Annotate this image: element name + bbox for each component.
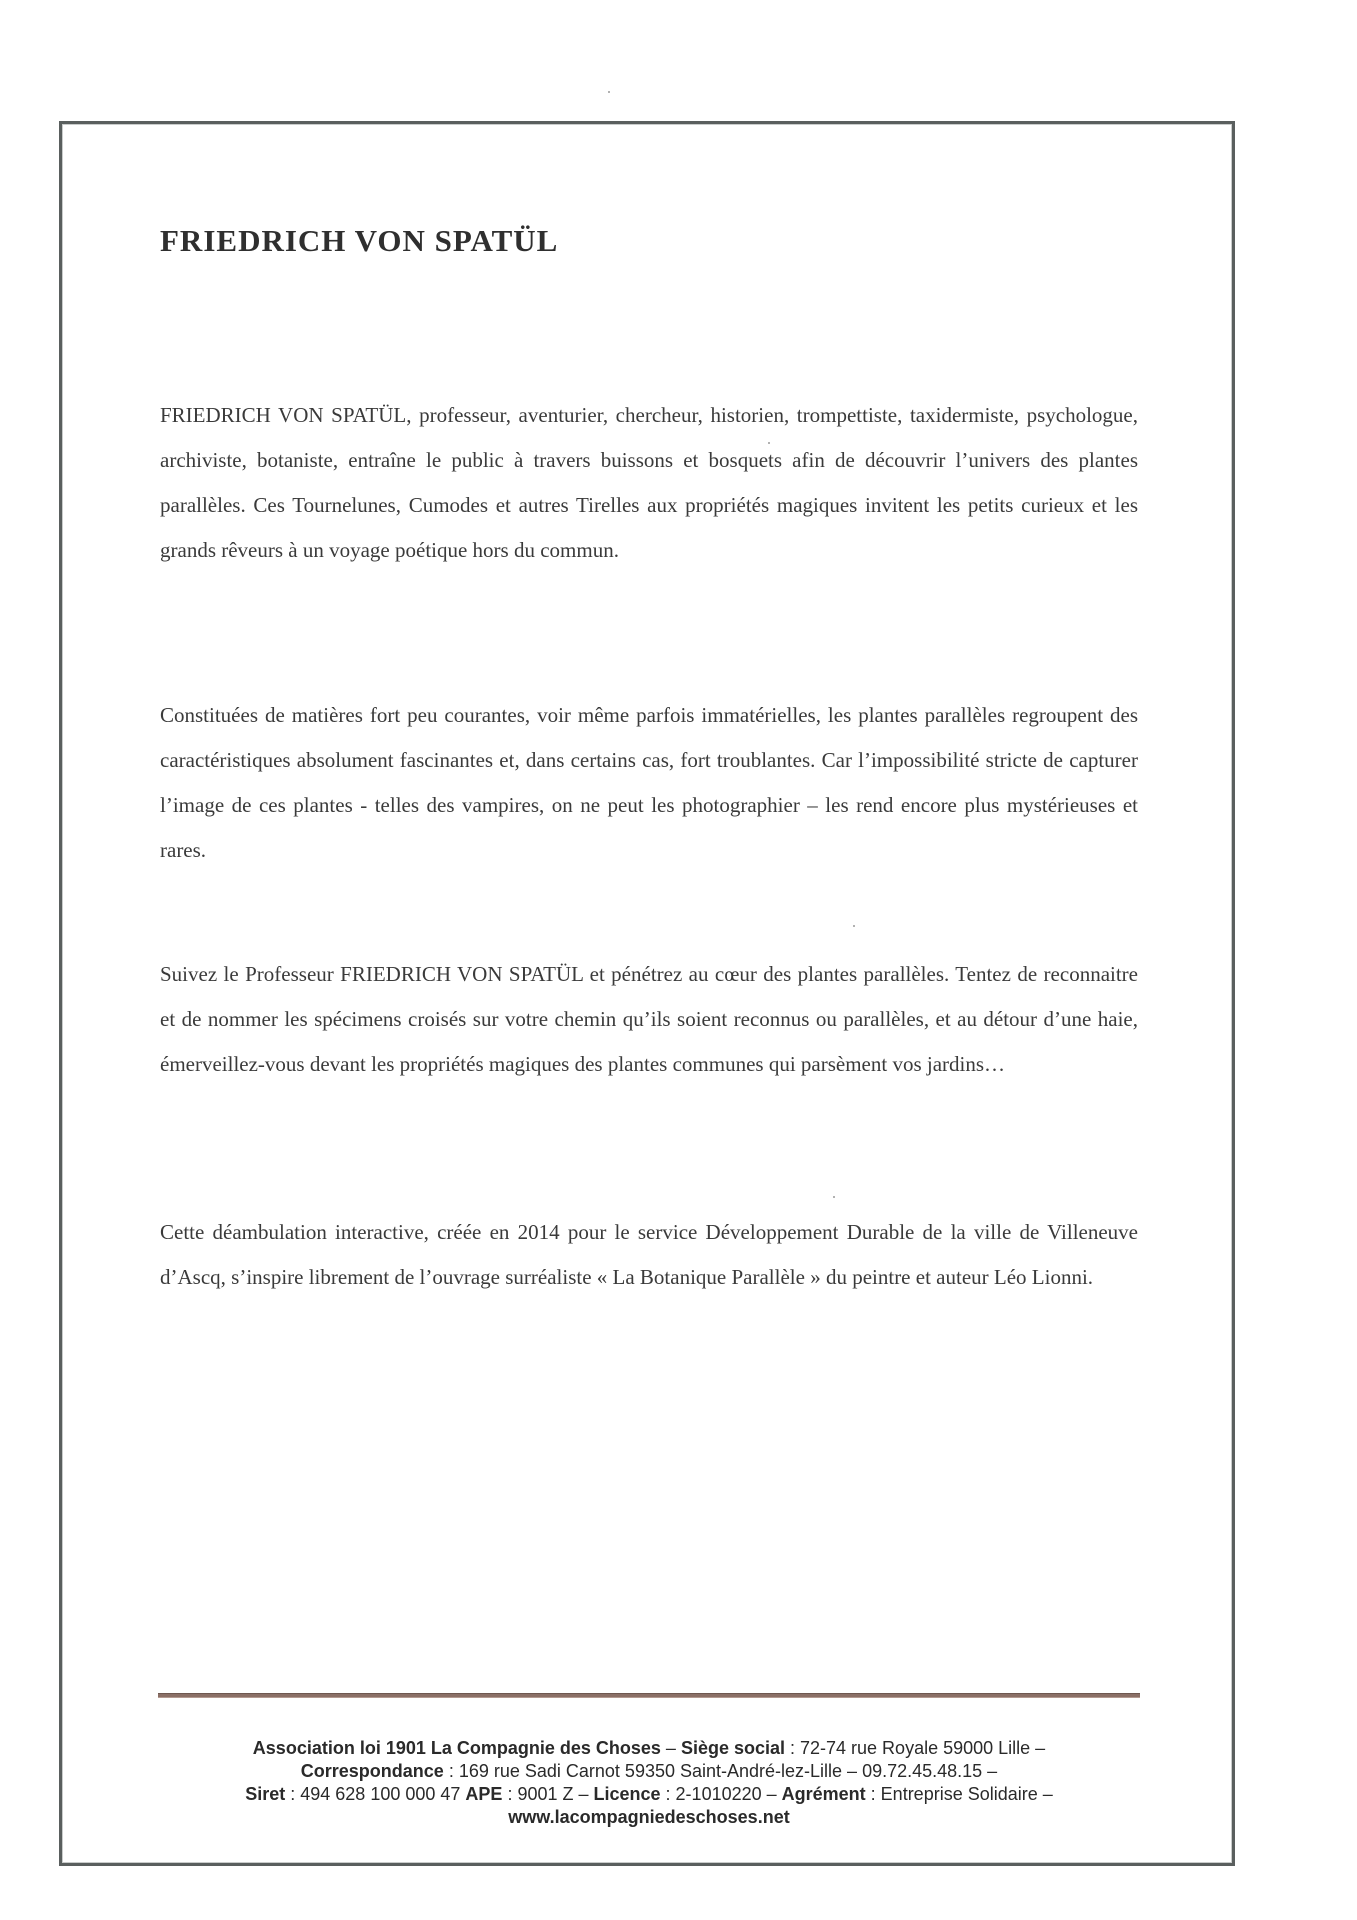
footer-licence-label: Licence [593, 1784, 661, 1804]
scan-speck [853, 925, 855, 927]
footer-separator: – [660, 1738, 681, 1758]
footer-website-link[interactable]: www.lacompagniedeschoses.net [508, 1807, 790, 1827]
footer-seat-label: Siège social [680, 1738, 785, 1758]
footer-ape-value: : 9001 Z – [502, 1784, 594, 1804]
footer-seat-value: : 72-74 rue Royale 59000 Lille – [785, 1738, 1046, 1758]
footer-org-label: Association loi 1901 La Compagnie des Choses [252, 1738, 661, 1758]
paragraph-parallel-plants: Constituées de matières fort peu courantes, voir même parfois immatérielles, les plantes parallèles regroupent des caractéristiques absolument fascinantes et, dans certains cas, fort troublantes. Car l’impossibilité stricte de capturer l’image de ces plantes - telles des vampires, on ne peut les photographier – les rend encore plus mystérieuses et rares. [160, 703, 1138, 862]
footer-licence-value: : 2-1010220 – [660, 1784, 782, 1804]
document-title: FRIEDRICH VON SPATÜL [160, 223, 559, 258]
footer-contact-block [160, 1737, 1138, 1829]
footer-agrement-value: : Entreprise Solidaire – [865, 1784, 1053, 1804]
footer-line-correspondence [160, 1760, 1138, 1783]
paragraph-introduction: FRIEDRICH VON SPATÜL, professeur, aventurier, chercheur, historien, trompettiste, taxidermiste, psychologue, archiviste, botaniste, entraîne le public à travers buissons et bosquets afin de découvrir l’univers des plantes parallèles. Ces Tournelunes, Cumodes et autres Tirelles aux propriétés magiques invitent les petits curieux et les grands rêveurs à un voyage poétique hors du commun. [160, 403, 1138, 562]
paragraph-creation-info: Cette déambulation interactive, créée en 2014 pour le service Développement Durable de la ville de Villeneuve d’Ascq, s’inspire librement de l’ouvrage surréaliste « La Botanique Parallèle » du peintre et auteur Léo Lionni. [160, 1220, 1138, 1289]
footer-siret-value: : 494 628 100 000 47 [285, 1784, 466, 1804]
scan-speck [768, 442, 770, 444]
scan-speck [833, 1196, 835, 1198]
footer-corr-value: : 169 rue Sadi Carnot 59350 Saint-André-lez-Lille – 09.72.45.48.15 – [443, 1761, 998, 1781]
footer-siret-label: Siret [245, 1784, 286, 1804]
scan-speck [608, 91, 610, 93]
footer-line-association [160, 1737, 1138, 1760]
footer-divider [158, 1693, 1140, 1698]
footer-corr-label: Correspondance [300, 1761, 444, 1781]
footer-agrement-label: Agrément [781, 1784, 866, 1804]
footer-line-registration [160, 1783, 1138, 1806]
footer-ape-label: APE [465, 1784, 503, 1804]
paragraph-follow-professor: Suivez le Professeur FRIEDRICH VON SPATÜL et pénétrez au cœur des plantes parallèles. Tentez de reconnaitre et de nommer les spécimens croisés sur votre chemin qu’ils soient reconnus ou parallèles, et au détour d’une haie, émerveillez-vous devant les propriétés magiques des plantes communes qui parsèment vos jardins… [160, 962, 1138, 1076]
